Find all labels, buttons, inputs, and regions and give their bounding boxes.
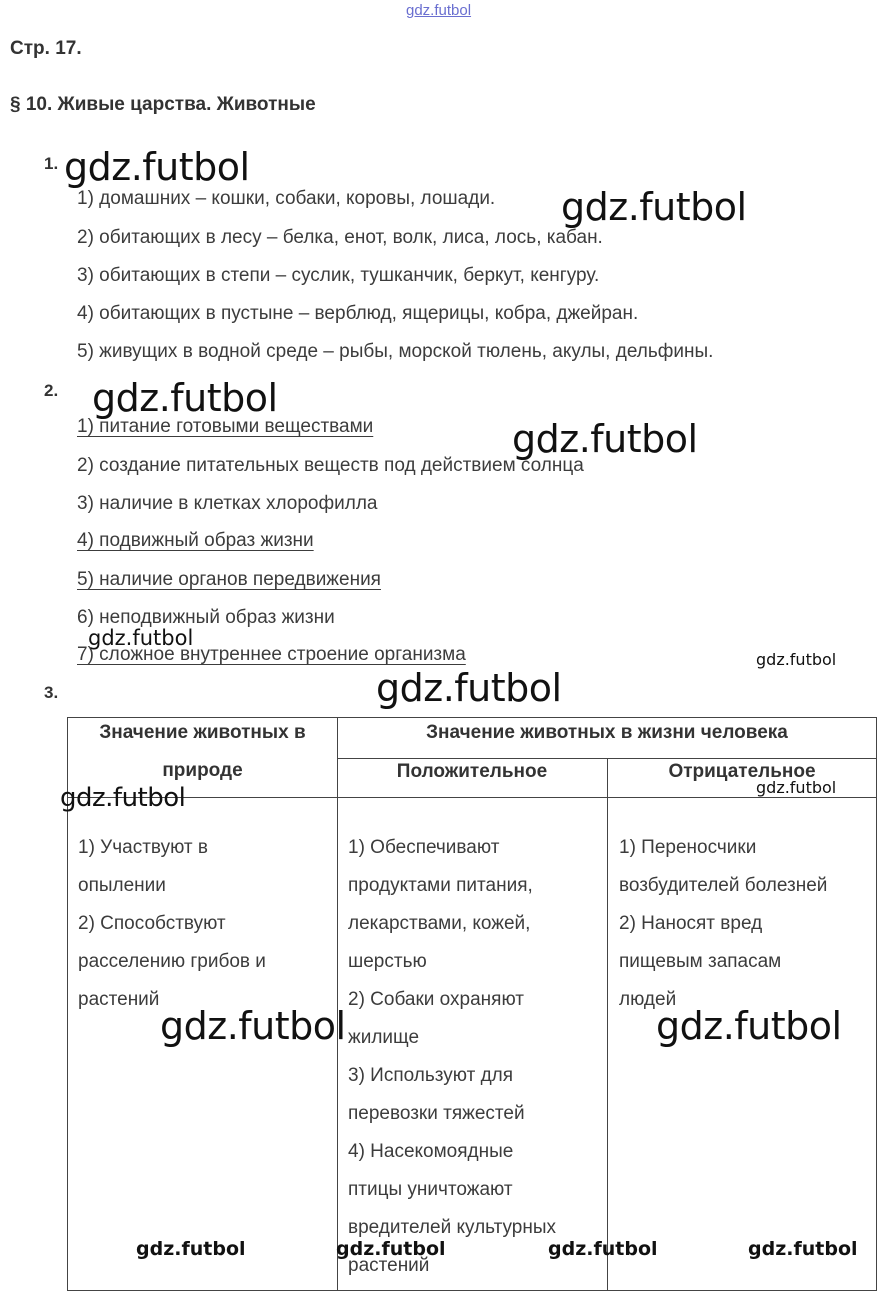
cell-line: 4) Насекомоядные [348,1141,514,1162]
header-human-life: Значение животных в жизни человека [426,722,788,743]
cell-line: пищевым запасам [619,951,782,972]
cell-line: птицы уничтожают [348,1179,513,1200]
task-2-item-underlined: 4) подвижный образ жизни [77,530,314,551]
cell-line: перевозки тяжестей [348,1103,525,1124]
table-divider [68,797,876,798]
table-divider [607,758,608,1290]
task-1-number: 1. [44,154,59,173]
watermark: gdz.futbol [548,1238,658,1260]
task-3-number: 3. [44,683,59,702]
cell-line: растений [348,1255,430,1276]
watermark: gdz.futbol [64,145,250,189]
header-negative: Отрицательное [668,761,816,782]
watermark: gdz.futbol [376,666,562,710]
watermark-top-link[interactable]: gdz.futbol [406,2,472,19]
page-reference: Стр. 17. [10,38,82,59]
watermark: gdz.futbol [656,1004,842,1048]
cell-line: 1) Обеспечивают [348,837,500,858]
watermark: gdz.futbol [136,1238,246,1260]
section-title: § 10. Живые царства. Животные [10,94,316,115]
cell-nature [78,829,266,1019]
cell-line: опылении [78,875,166,896]
task-2-item: 2) создание питательных веществ под действием солнца [77,455,584,476]
task-2-item: 6) неподвижный образ жизни [77,607,335,628]
task-2-item-underlined: 7) сложное внутреннее строение организма [77,644,466,665]
task-1-item: 2) обитающих в лесу – белка, енот, волк, лиса, лось, кабан. [77,227,603,248]
watermark: gdz.futbol [336,1238,446,1260]
cell-line: 1) Участвуют в [78,837,208,858]
watermark: gdz.futbol [88,626,194,650]
task-1-item: 5) живущих в водной среде – рыбы, морской тюлень, акулы, дельфины. [77,341,714,362]
watermark: gdz.futbol [512,417,698,461]
task-2-item-underlined: 5) наличие органов передвижения [77,569,381,590]
cell-line: шерстью [348,951,427,972]
watermark: gdz.futbol [756,778,837,797]
watermark: gdz.futbol [561,185,747,229]
cell-line: 2) Наносят вред [619,913,763,934]
watermark: gdz.futbol [92,376,278,420]
header-nature-line1: Значение животных в [99,722,306,743]
cell-line: жилище [348,1027,420,1048]
table-divider [337,758,877,759]
watermark: gdz.futbol [60,783,186,813]
cell-positive [348,829,556,1285]
task-1-item: 1) домашних – кошки, собаки, коровы, лошади. [77,188,496,209]
cell-line: 3) Используют для [348,1065,514,1086]
task-2-item-underlined: 1) питание готовыми веществами [77,416,374,437]
cell-line: возбудителей болезней [619,875,828,896]
cell-line: растений [78,989,160,1010]
task-1-item: 3) обитающих в степи – суслик, тушканчик, беркут, кенгуру. [77,265,600,286]
cell-line: продуктами питания, [348,875,533,896]
watermark: gdz.futbol [160,1004,346,1048]
task-2-number: 2. [44,381,59,400]
cell-line: 2) Собаки охраняют [348,989,524,1010]
header-positive: Положительное [396,761,548,782]
cell-line: вредителей культурных [348,1217,557,1238]
cell-line: лекарствами, кожей, [348,913,531,934]
header-nature-line2: природе [162,760,243,781]
cell-line: расселению грибов и [78,951,266,972]
cell-line: 1) Переносчики [619,837,757,858]
cell-negative [619,829,827,1019]
cell-line: людей [619,989,677,1010]
watermark: gdz.futbol [756,650,837,669]
task-1-item: 4) обитающих в пустыне – верблюд, ящерицы, кобра, джейран. [77,303,639,324]
cell-line: 2) Способствуют [78,913,226,934]
watermark: gdz.futbol [748,1238,858,1260]
task-2-item: 3) наличие в клетках хлорофилла [77,493,378,514]
